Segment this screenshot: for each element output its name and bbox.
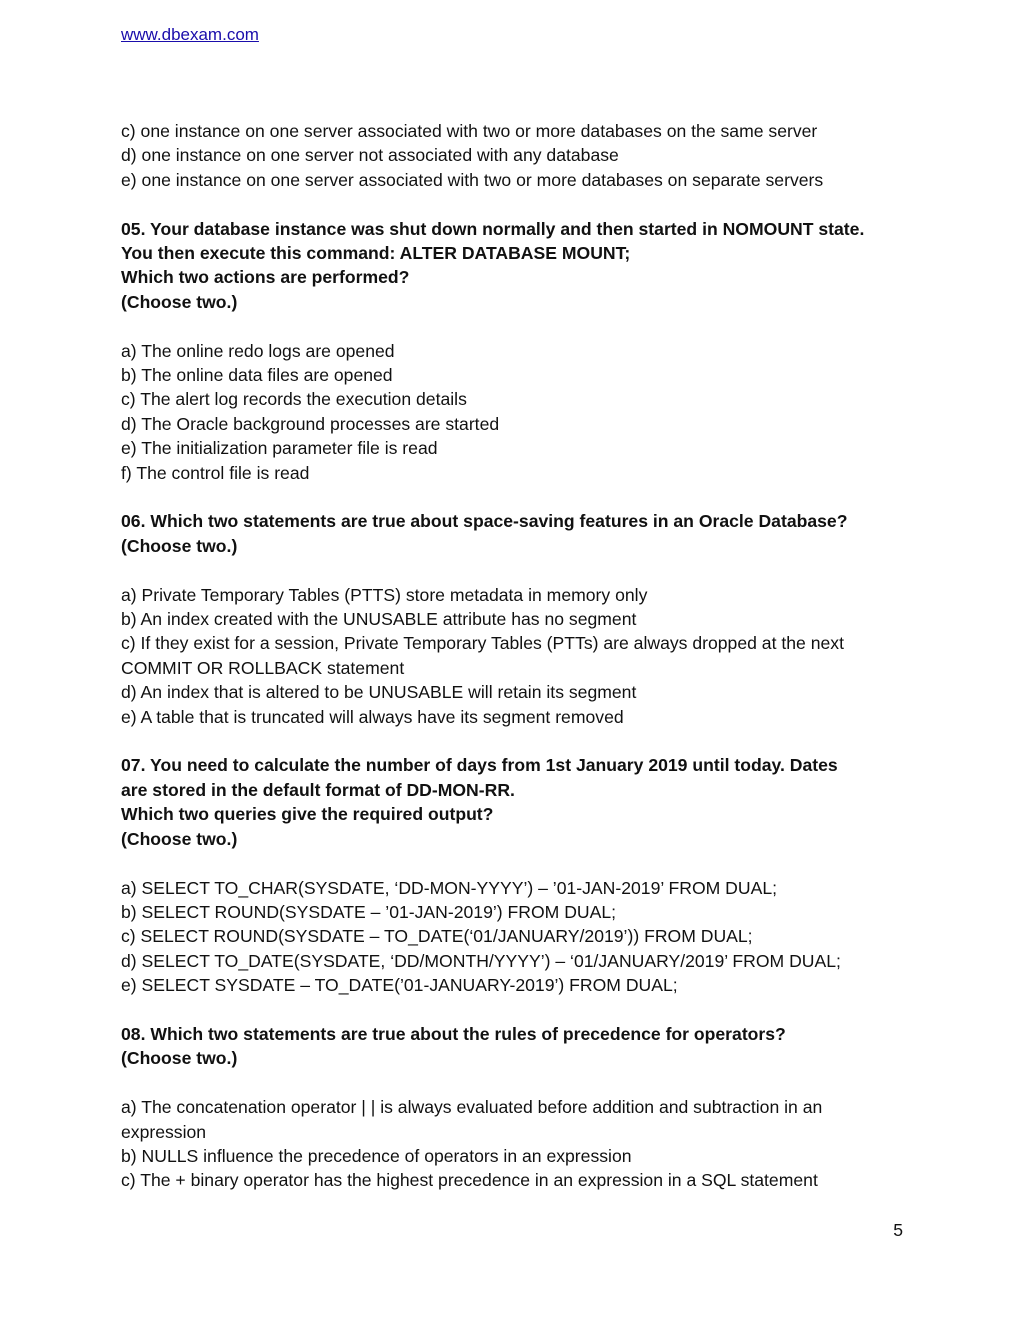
q06-option-c: c) If they exist for a session, Private Temporary Tables (PTTs) are always dropped at the next COMMIT OR ROLLBACK statement [121,633,844,678]
q05-option-e: e) The initialization parameter file is read [121,438,438,459]
spacer [121,558,911,582]
q06-option-a: a) Private Temporary Tables (PTTS) store metadata in memory only [121,584,648,605]
question-06 [121,509,911,558]
spacer [121,485,911,509]
q05-option-d: d) The Oracle background processes are started [121,413,500,434]
spacer [121,998,911,1022]
lead-options [121,119,911,192]
question-05-line-1: 05. Your database instance was shut down normally and then started in NOMOUNT state. [121,218,865,239]
document-body [121,119,911,1193]
option-e: e) one instance on one server associated with two or more databases on separate servers [121,169,824,190]
page-number: 5 [893,1220,903,1240]
q07-option-b: b) SELECT ROUND(SYSDATE – ’01-JAN-2019’) FROM DUAL; [121,901,617,922]
question-05-line-3: Which two actions are performed? [121,267,410,288]
question-07-options [121,876,911,998]
q07-option-a: a) SELECT TO_CHAR(SYSDATE, ‘DD-MON-YYYY’) – ’01-JAN-2019’ FROM DUAL; [121,877,778,898]
q05-option-f: f) The control file is read [121,462,310,483]
q07-option-e: e) SELECT SYSDATE – TO_DATE(’01-JANUARY-2019’) FROM DUAL; [121,975,678,996]
q05-option-b: b) The online data files are opened [121,365,393,386]
question-05-line-2: You then execute this command: ALTER DATABASE MOUNT; [121,243,631,264]
q08-option-a: a) The concatenation operator | | is always evaluated before addition and subtraction in an expression [121,1097,823,1142]
question-05 [121,217,911,315]
q05-option-a: a) The online redo logs are opened [121,340,395,361]
q06-option-e: e) A table that is truncated will always have its segment removed [121,706,624,727]
question-05-line-4: (Choose two.) [121,291,238,312]
header-link[interactable]: www.dbexam.com [121,25,259,44]
question-06-line-2: (Choose two.) [121,535,238,556]
question-05-options [121,339,911,485]
question-07-line-4: (Choose two.) [121,828,238,849]
question-07-line-1: 07. You need to calculate the number of days from 1st January 2019 until today. Dates [121,755,838,776]
question-08 [121,1022,911,1071]
question-08-options [121,1095,911,1193]
spacer [121,314,911,338]
q06-option-d: d) An index that is altered to be UNUSABLE will retain its segment [121,682,637,703]
spacer [121,851,911,875]
question-06-options [121,583,911,729]
question-06-line-1: 06. Which two statements are true about space-saving features in an Oracle Database? [121,511,848,532]
spacer [121,192,911,216]
q05-option-c: c) The alert log records the execution details [121,389,467,410]
option-c: c) one instance on one server associated with two or more databases on the same server [121,121,818,141]
q07-option-c: c) SELECT ROUND(SYSDATE – TO_DATE(‘01/JANUARY/2019’)) FROM DUAL; [121,926,753,947]
q08-option-c: c) The + binary operator has the highest precedence in an expression in a SQL statement [121,1170,818,1191]
q07-option-d: d) SELECT TO_DATE(SYSDATE, ‘DD/MONTH/YYYY’) – ‘01/JANUARY/2019’ FROM DUAL; [121,950,841,971]
question-07-line-3: Which two queries give the required output? [121,804,494,825]
question-08-line-1: 08. Which two statements are true about the rules of precedence for operators? [121,1023,786,1044]
question-07-line-2: are stored in the default format of DD-MON-RR. [121,779,515,800]
spacer [121,729,911,753]
question-07 [121,753,911,851]
question-08-line-2: (Choose two.) [121,1048,238,1069]
option-d: d) one instance on one server not associated with any database [121,145,619,166]
spacer [121,1071,911,1095]
q08-option-b: b) NULLS influence the precedence of operators in an expression [121,1145,632,1166]
q06-option-b: b) An index created with the UNUSABLE attribute has no segment [121,609,637,630]
